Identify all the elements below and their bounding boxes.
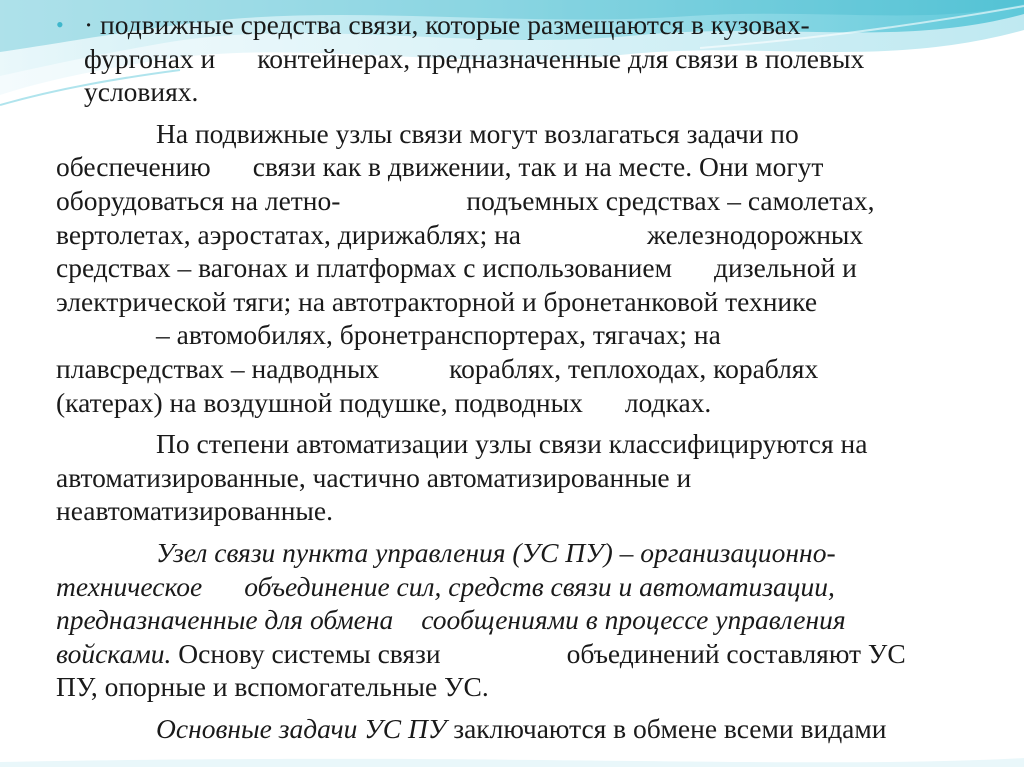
text-line: автоматизированные, частично автоматизированные и	[56, 461, 692, 493]
text-line: объединение сил, средств связи и автоматизации,	[244, 570, 835, 602]
text-line: связи как в движении, так и на месте. Они могут	[252, 151, 824, 183]
text-line: фургонах и	[84, 42, 216, 74]
paragraph-main-tasks	[56, 712, 956, 746]
text-line: условиях.	[84, 76, 199, 108]
text-line: · подвижные средства связи, которые размещаются в кузовах-	[84, 9, 810, 40]
text-line: объединений составляют УС	[566, 637, 906, 669]
paragraph-definition	[56, 536, 956, 704]
bullet-icon: •	[56, 12, 64, 37]
text-line: обеспечению	[56, 151, 211, 183]
paragraph-mobile-nodes	[56, 117, 956, 419]
text-line: ПУ, опорные и вспомогательные УС.	[56, 671, 489, 703]
text-line: техническое	[56, 570, 203, 602]
text-line: дизельной и	[714, 252, 857, 284]
text-line: плавсредствах – надводных	[56, 352, 380, 384]
text-line: Узел связи пункта управления (УС ПУ) – организационно-	[156, 536, 836, 568]
text-line: Основные задачи УС ПУ	[156, 712, 447, 744]
text-line: лодках.	[624, 386, 712, 418]
text-line: войсками.	[56, 637, 172, 669]
paragraph-mobile-means	[56, 8, 956, 109]
text-line: На подвижные узлы связи могут возлагаться задачи по	[156, 117, 799, 149]
text-line: контейнерах, предназначенные для связи в полевых	[257, 42, 865, 74]
text-line: По степени автоматизации узлы связи классифицируются на	[156, 428, 868, 460]
text-line: оборудоваться на летно-	[56, 184, 341, 216]
text-line: кораблях, теплоходах, кораблях	[449, 352, 819, 384]
text-line: (катерах) на воздушной подушке, подводных	[56, 386, 583, 418]
text-line: подъемных средствах – самолетах,	[466, 184, 875, 216]
text-line: сообщениями в процессе управления	[421, 604, 846, 636]
text-line: вертолетах, аэростатах, дирижаблях; на	[56, 218, 522, 250]
text-line: электрической тяги; на автотракторной и бронетанковой технике	[56, 285, 818, 317]
text-line: неавтоматизированные.	[56, 495, 333, 527]
text-line: Основу системы связи	[178, 637, 441, 669]
text-line: предназначенные для обмена	[56, 604, 394, 636]
text-line: – автомобилях, бронетранспортерах, тягачах; на	[156, 319, 721, 351]
text-line: заключаются в обмене всеми видами	[453, 712, 887, 744]
text-line: железнодорожных	[647, 218, 864, 250]
text-line: средствах – вагонах и платформах с использованием	[56, 252, 672, 284]
paragraph-automation	[56, 427, 956, 528]
slide-text-body	[56, 8, 956, 745]
